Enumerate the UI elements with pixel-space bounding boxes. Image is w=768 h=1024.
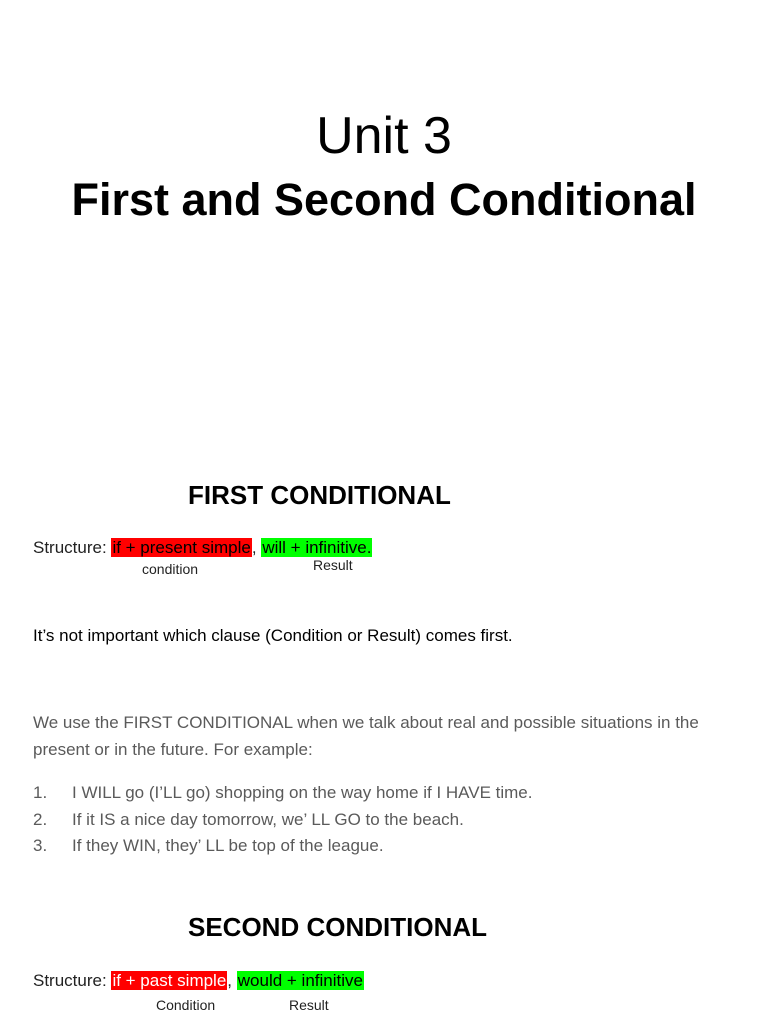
condition-clause-highlight: if + present simple (112, 538, 251, 557)
structure-label: Structure: (33, 538, 107, 557)
page-title: First and Second Conditional (71, 174, 697, 225)
example-text: If they WIN, they’ LL be top of the league. (72, 836, 384, 855)
example-number: 3. (33, 836, 48, 855)
first-conditional-structure (33, 537, 372, 559)
example-item (33, 833, 533, 860)
example-number: 1. (33, 783, 48, 802)
example-item (33, 780, 533, 807)
second-conditional-heading: SECOND CONDITIONAL (188, 912, 487, 942)
condition-tag: condition (142, 561, 199, 577)
example-text: I WILL go (I’LL go) shopping on the way home if I HAVE time. (72, 783, 533, 802)
second-conditional-structure (33, 970, 364, 992)
result-clause-highlight: would + infinitive (237, 971, 363, 990)
clause-separator: , (227, 971, 233, 990)
example-number: 2. (33, 809, 48, 829)
example-text: If it IS a nice day tomorrow, we’ LL GO to the beach. (72, 809, 464, 829)
structure-label: Structure: (33, 971, 107, 990)
examples-list (33, 780, 533, 860)
clause-order-note: It’s not important which clause (Condition or Result) comes first. (33, 626, 513, 645)
condition-clause-highlight: if + past simple (112, 971, 227, 990)
result-clause-highlight: will + infinitive. (262, 538, 372, 557)
usage-paragraph: We use the FIRST CONDITIONAL when we talk about real and possible situations in the present or in the future. For example: (33, 713, 699, 759)
result-tag: Result (289, 997, 329, 1013)
unit-title: Unit 3 (316, 107, 452, 165)
first-conditional-heading: FIRST CONDITIONAL (188, 480, 451, 510)
condition-tag: Condition (156, 997, 216, 1013)
example-item (33, 807, 533, 834)
clause-separator: , (251, 538, 257, 557)
result-tag: Result (313, 557, 353, 573)
